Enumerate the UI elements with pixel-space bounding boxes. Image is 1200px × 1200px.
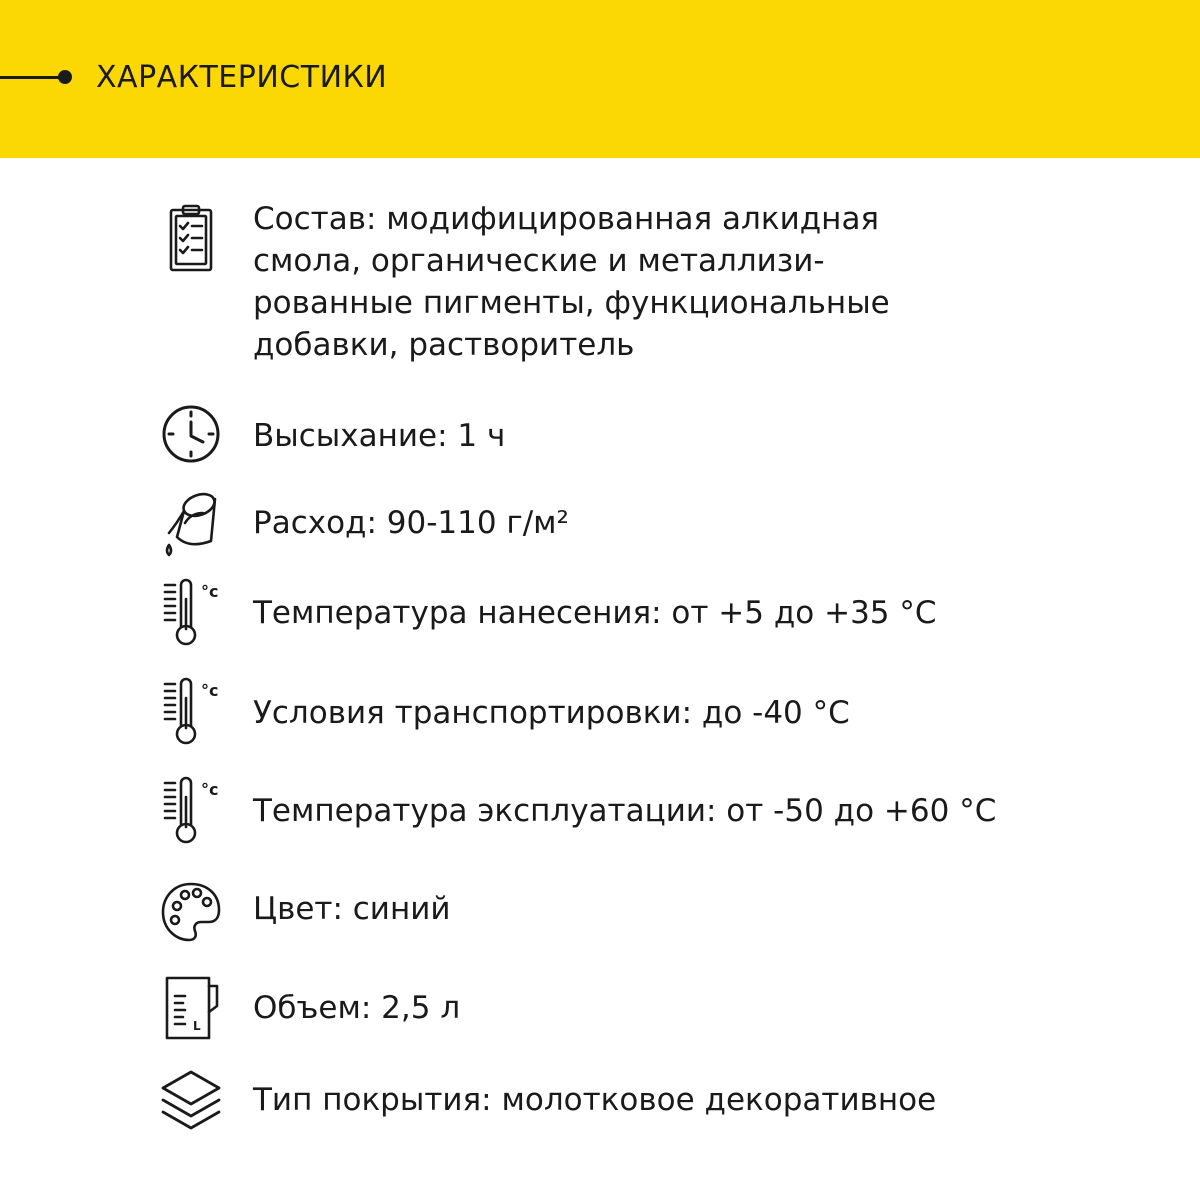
header-banner bbox=[0, 0, 1200, 158]
spec-volume: Объем: 2,5 л bbox=[253, 990, 461, 1026]
spec-composition-line: рованные пигменты, функциональные bbox=[253, 285, 890, 321]
spec-composition bbox=[253, 198, 1153, 366]
spec-consumption: Расход: 90-110 г/м² bbox=[253, 505, 569, 541]
spec-coating-type: Тип покрытия: молотковое декоративное bbox=[253, 1082, 937, 1118]
spec-composition-line: смола, органические и металлизи- bbox=[253, 243, 825, 279]
clipboard-checklist-icon bbox=[155, 204, 227, 276]
jug-mark-label: L bbox=[193, 1019, 201, 1033]
thermometer-icon bbox=[155, 577, 227, 649]
palette-icon bbox=[155, 876, 227, 948]
celsius-label: °c bbox=[201, 681, 219, 700]
page-title: ХАРАКТЕРИСТИКИ bbox=[96, 60, 388, 95]
spec-composition-line: Состав: модифицированная алкидная bbox=[253, 201, 880, 237]
clock-icon bbox=[155, 398, 227, 470]
spec-composition-line: добавки, растворитель bbox=[253, 327, 635, 363]
header-line-decoration bbox=[0, 76, 62, 79]
spec-color: Цвет: синий bbox=[253, 891, 451, 927]
paint-bucket-pour-icon bbox=[155, 489, 227, 561]
celsius-label: °c bbox=[201, 582, 219, 601]
layers-icon bbox=[155, 1066, 227, 1138]
measuring-jug-icon bbox=[155, 972, 227, 1044]
header-dot-decoration bbox=[58, 70, 72, 84]
spec-application-temperature: Температура нанесения: от +5 до +35 °C bbox=[253, 595, 937, 631]
thermometer-icon bbox=[155, 676, 227, 748]
celsius-label: °c bbox=[201, 780, 219, 799]
spec-transport-conditions: Условия транспортировки: до -40 °C bbox=[253, 695, 850, 731]
spec-operating-temperature: Температура эксплуатации: от -50 до +60 °C bbox=[253, 793, 997, 829]
spec-drying: Высыхание: 1 ч bbox=[253, 418, 506, 454]
thermometer-icon bbox=[155, 775, 227, 847]
